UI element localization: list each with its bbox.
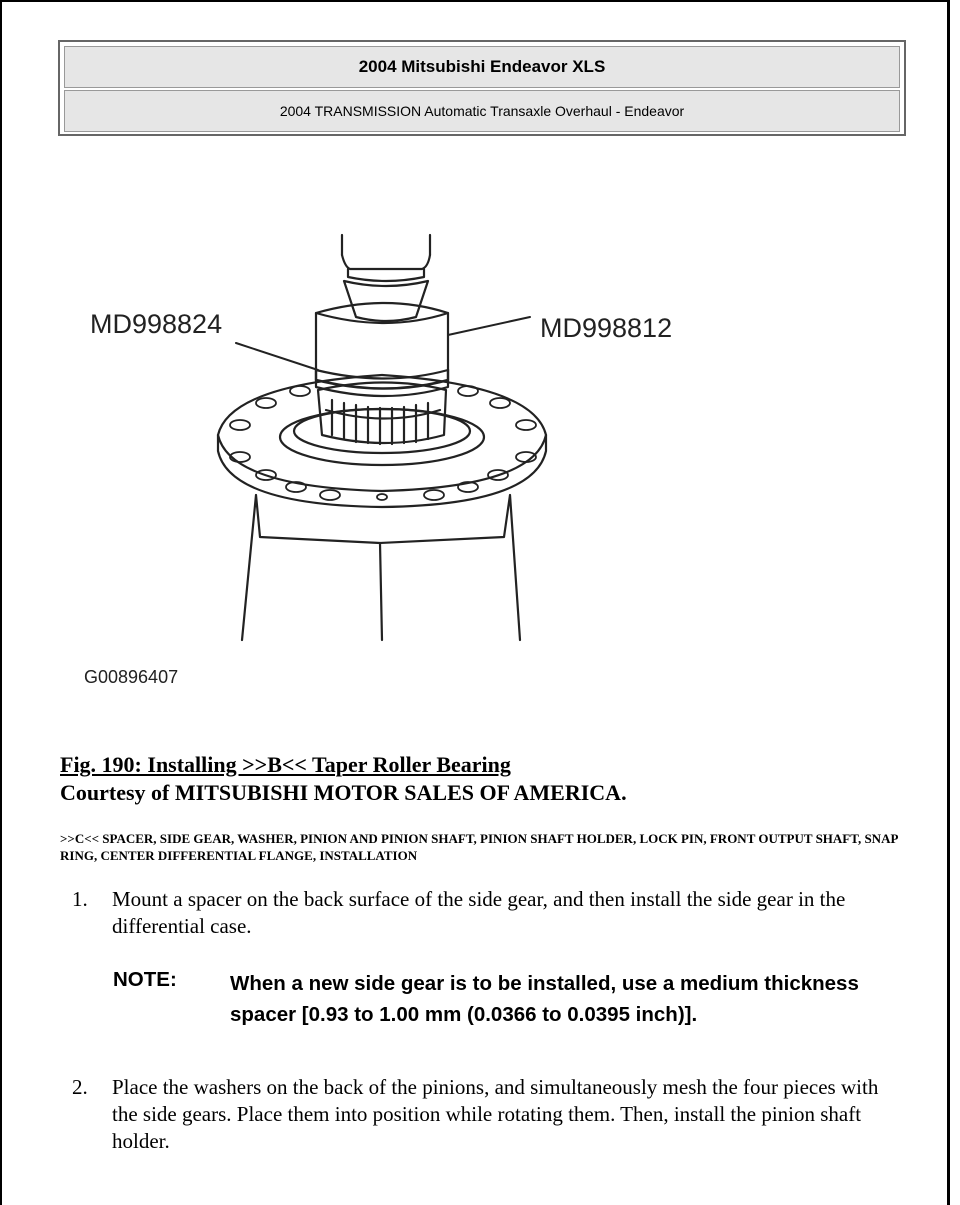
figure-title: Fig. 190: Installing >>B<< Taper Roller Bearing	[60, 752, 511, 777]
section-heading: >>C<< SPACER, SIDE GEAR, WASHER, PINION AND PINION SHAFT, PINION SHAFT HOLDER, LOCK PIN, FRONT OUTPUT SHAFT, SNAP RING, CENTER DIFFERENTIAL FLANGE, INSTALLATION	[60, 831, 898, 863]
step-number: 1.	[72, 887, 88, 911]
note-text: When a new side gear is to be installed, use a medium thickness spacer [0.93 to 1.00 mm (0.0366 to 0.0395 inch)].	[230, 972, 859, 1026]
note-label: NOTE:	[113, 968, 177, 991]
page-frame-right	[947, 0, 950, 1205]
step-text: Mount a spacer on the back surface of the side gear, and then install the side gear in the differential case.	[112, 887, 846, 938]
step-text: Place the washers on the back of the pinions, and simultaneously mesh the four pieces with the side gears. Place them into position while rotating them. Then, install the pinion shaft holder.	[112, 1075, 879, 1153]
installation-diagram	[60, 225, 700, 695]
figure-courtesy: Courtesy of MITSUBISHI MOTOR SALES OF AMERICA.	[60, 780, 627, 805]
page-frame-left	[0, 0, 2, 1205]
page-frame-top	[0, 0, 950, 2]
tool-label-right: MD998812	[540, 313, 673, 343]
leader-line-left	[236, 343, 318, 370]
md998812-tool	[316, 303, 448, 379]
document-header	[58, 40, 906, 136]
press-rod	[342, 235, 430, 255]
tool-label-left: MD998824	[90, 309, 223, 339]
leader-line-right	[448, 317, 530, 335]
figure-code: G00896407	[84, 667, 179, 687]
cone-adapter	[344, 281, 428, 321]
differential-flange	[218, 375, 546, 507]
section-title: 2004 TRANSMISSION Automatic Transaxle Overhaul - Endeavor	[64, 90, 900, 132]
step-number: 2.	[72, 1075, 88, 1099]
vehicle-title: 2004 Mitsubishi Endeavor XLS	[64, 46, 900, 88]
support-block	[242, 495, 520, 640]
